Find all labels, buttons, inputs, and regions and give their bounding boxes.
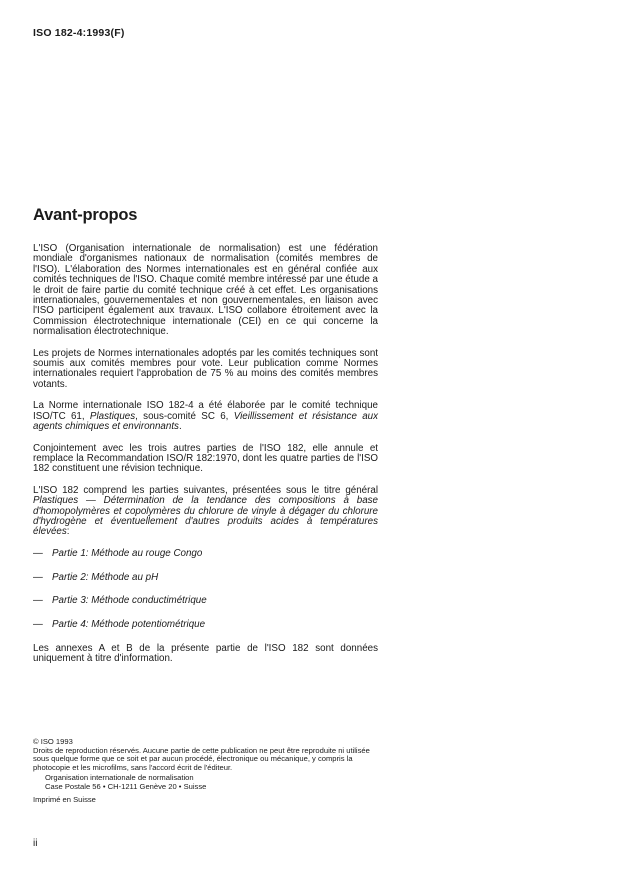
- general-title: Plastiques — Détermination de la tendance des compositions à base d'homopolymères et copolymères du chlorure de vinyle à dégager du chlorure d'hydrogène et éventuellement d'autres produits acides à températures élevées: [33, 495, 378, 538]
- printed-in: Imprimé en Suisse: [33, 794, 96, 804]
- part-label: Partie 2: Méthode au pH: [52, 571, 159, 583]
- paragraph-committee: [33, 401, 378, 432]
- paragraph-voting: Les projets de Normes internationales adoptés par les comités techniques sont soumis aux comités membres pour vote. Leur publication comme Normes internationales requiert l'approbation de 75 % au moins des comités membres votants.: [33, 347, 378, 390]
- postal-address: Case Postale 56 • CH-1211 Genève 20 • Suisse: [45, 781, 207, 791]
- part-label: Partie 3: Méthode conductimétrique: [52, 595, 207, 607]
- parts-intro-text: L'ISO 182 comprend les parties suivantes, présentées sous le titre général: [33, 484, 378, 496]
- dash: —: [33, 571, 43, 583]
- organisation-name: Organisation internationale de normalisation: [45, 773, 194, 783]
- copyright-line: © ISO 1993: [33, 737, 73, 746]
- paragraph-annexes: Les annexes A et B de la présente partie de l'ISO 182 sont données uniquement à titre d'information.: [33, 642, 378, 665]
- list-item: [33, 573, 378, 583]
- subcommittee-text: , sous-comité SC 6,: [135, 410, 234, 422]
- part-label: Partie 4: Méthode potentiométrique: [52, 619, 206, 631]
- copyright-footer: [33, 738, 383, 804]
- list-item: [33, 596, 378, 606]
- parts-intro-colon: :: [66, 526, 70, 538]
- committee-name: Plastiques: [89, 410, 136, 422]
- paragraph-replacement: Conjointement avec les trois autres parties de l'ISO 182, elle annule et remplace la Recommandation ISO/R 182:1970, dont les quatre parties de l'ISO 182 constituent une révision technique.: [33, 442, 378, 475]
- parts-list: [33, 549, 378, 631]
- page-number: ii: [33, 838, 38, 849]
- rights-notice: Droits de reproduction réservés. Aucune partie de cette publication ne peut être reproduite ni utilisée sous quelque forme que ce soit et par aucun procédé, électronique ou mécanique, y compris la photocopie et les microfilms, sans l'accord écrit de l'éditeur.: [33, 745, 370, 772]
- part-label: Partie 1: Méthode au rouge Congo: [52, 547, 203, 559]
- list-item: [33, 549, 378, 559]
- publisher-address: [33, 774, 383, 791]
- document-header: ISO 182-4:1993(F): [33, 27, 125, 39]
- paragraph-iso-intro: L'ISO (Organisation internationale de normalisation) est une fédération mondiale d'organismes nationaux de normalisation (comités membres de l'ISO). L'élaboration des Normes internationales est en général confiée aux comités techniques de l'ISO. Chaque comité membre intéressé par une étude a le droit de faire partie du comité technique créé à cet effet. Les organisations internationales, gouvernementales et non gouvernementales, en liaison avec l'ISO participent également aux travaux. L'ISO collabore étroitement avec la Commission électrotechnique internationale (CEI) en ce qui concerne la normalisation électrotechnique.: [33, 243, 378, 338]
- list-item: [33, 620, 378, 630]
- dash: —: [33, 595, 43, 607]
- committee-period: .: [178, 421, 182, 433]
- dash: —: [33, 547, 43, 559]
- dash: —: [33, 619, 43, 631]
- subcommittee-name: Vieillissement et résistance aux agents chimiques et environnants: [33, 410, 379, 433]
- committee-text: La Norme internationale ISO 182-4 a été élaborée par le comité technique ISO/TC 61,: [33, 400, 378, 422]
- paragraph-parts-intro: [33, 486, 378, 538]
- foreword-body: [33, 244, 378, 676]
- section-title: Avant-propos: [33, 206, 138, 224]
